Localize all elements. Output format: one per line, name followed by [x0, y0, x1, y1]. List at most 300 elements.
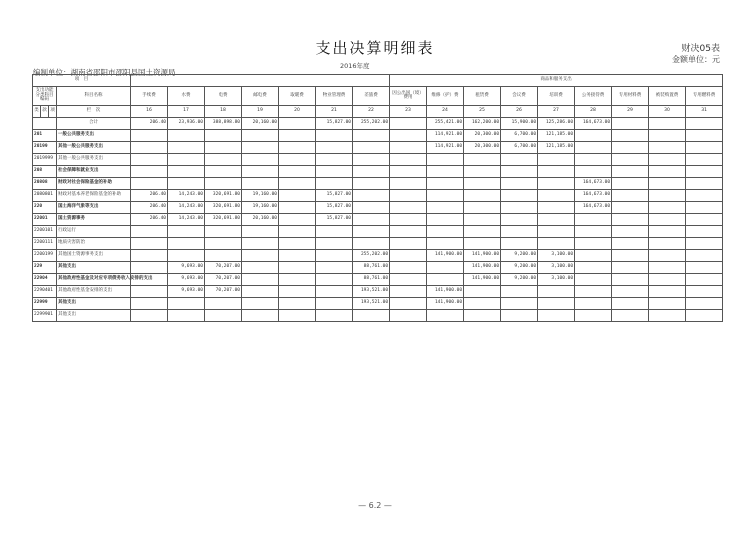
value-cell	[242, 142, 279, 154]
table-row	[33, 166, 723, 178]
value-cell	[390, 130, 427, 142]
column-number: 22	[353, 106, 390, 118]
table-row	[33, 226, 723, 238]
value-cell	[168, 250, 205, 262]
value-cell: 20,160.00	[242, 214, 279, 226]
value-cell	[242, 274, 279, 286]
value-cell: 70,207.00	[205, 262, 242, 274]
value-cell: 9,200.00	[501, 250, 538, 262]
value-cell	[316, 226, 353, 238]
value-cell	[131, 142, 168, 154]
value-cell	[316, 154, 353, 166]
value-cell: 9,200.00	[501, 262, 538, 274]
value-cell	[390, 202, 427, 214]
value-cell	[649, 226, 686, 238]
column-header: 电费	[205, 87, 242, 106]
total-cell: 164,673.00	[575, 118, 612, 130]
value-cell: 6,700.00	[501, 130, 538, 142]
value-cell: 15,827.00	[316, 214, 353, 226]
total-cell	[612, 118, 649, 130]
value-cell	[427, 178, 464, 190]
row-code: 20199	[33, 142, 57, 154]
row-code: 2200101	[33, 226, 57, 238]
value-cell	[686, 130, 723, 142]
value-cell: 19,160.00	[242, 190, 279, 202]
value-cell	[686, 238, 723, 250]
value-cell	[353, 310, 390, 322]
value-cell	[575, 142, 612, 154]
row-name: 行政运行	[57, 226, 131, 238]
table-row	[33, 250, 723, 262]
value-cell	[649, 178, 686, 190]
column-number: 23	[390, 106, 427, 118]
value-cell	[279, 310, 316, 322]
value-cell	[242, 262, 279, 274]
value-cell	[316, 286, 353, 298]
value-cell	[205, 298, 242, 310]
value-cell	[390, 310, 427, 322]
amount-unit: 金额单位：元	[672, 55, 720, 64]
value-cell	[242, 250, 279, 262]
column-number: 31	[686, 106, 723, 118]
value-cell	[353, 154, 390, 166]
column-header: 邮电费	[242, 87, 279, 106]
row-name: 其他政府性基金安排的支出	[57, 286, 131, 298]
value-cell	[316, 250, 353, 262]
value-cell	[575, 238, 612, 250]
value-cell	[575, 298, 612, 310]
value-cell: 193,521.00	[353, 286, 390, 298]
value-cell	[538, 190, 575, 202]
value-cell	[131, 178, 168, 190]
value-cell	[686, 286, 723, 298]
value-cell	[279, 142, 316, 154]
value-cell: 320,691.80	[205, 190, 242, 202]
value-cell	[649, 310, 686, 322]
group-header: 商品和服务支出	[390, 75, 723, 87]
value-cell: 320,691.80	[205, 214, 242, 226]
value-cell	[131, 250, 168, 262]
page-title: 支出决算明细表	[315, 39, 435, 57]
value-cell	[686, 214, 723, 226]
value-cell: 164,673.00	[575, 202, 612, 214]
column-number: 26	[501, 106, 538, 118]
value-cell: 141,900.00	[464, 274, 501, 286]
value-cell	[205, 178, 242, 190]
value-cell	[612, 286, 649, 298]
value-cell	[538, 238, 575, 250]
value-cell	[464, 154, 501, 166]
value-cell	[390, 190, 427, 202]
value-cell: 141,900.00	[427, 250, 464, 262]
value-cell	[612, 274, 649, 286]
total-cell: 162,200.00	[464, 118, 501, 130]
value-cell	[501, 226, 538, 238]
value-cell	[390, 154, 427, 166]
value-cell	[168, 142, 205, 154]
value-cell	[168, 226, 205, 238]
value-cell	[279, 214, 316, 226]
column-number: 27	[538, 106, 575, 118]
column-number: 16	[131, 106, 168, 118]
value-cell: 164,673.00	[575, 190, 612, 202]
value-cell	[464, 166, 501, 178]
row-code: 208	[33, 166, 57, 178]
value-cell	[427, 310, 464, 322]
total-cell: 20,160.00	[242, 118, 279, 130]
subcode-header: 项	[49, 106, 57, 118]
value-cell	[427, 166, 464, 178]
value-cell	[205, 226, 242, 238]
value-cell	[538, 154, 575, 166]
column-header: 培训费	[538, 87, 575, 106]
row-code: 22001	[33, 214, 57, 226]
value-cell	[205, 154, 242, 166]
value-cell	[205, 142, 242, 154]
value-cell	[427, 274, 464, 286]
value-cell: 121,185.00	[538, 142, 575, 154]
value-cell	[390, 298, 427, 310]
row-name: 国土资源事务	[57, 214, 131, 226]
value-cell	[686, 226, 723, 238]
column-header-blank	[131, 75, 390, 87]
row-code: 201	[33, 130, 57, 142]
value-cell	[464, 286, 501, 298]
value-cell	[575, 274, 612, 286]
value-cell	[464, 238, 501, 250]
value-cell	[390, 214, 427, 226]
value-cell	[131, 310, 168, 322]
value-cell: 141,900.00	[427, 286, 464, 298]
row-name: 社会保障和就业支出	[57, 166, 131, 178]
value-cell	[242, 238, 279, 250]
value-cell	[316, 274, 353, 286]
value-cell	[279, 298, 316, 310]
value-cell	[612, 130, 649, 142]
value-cell	[279, 178, 316, 190]
value-cell	[390, 238, 427, 250]
value-cell	[612, 190, 649, 202]
total-cell: 15,827.00	[316, 118, 353, 130]
value-cell	[168, 166, 205, 178]
total-cell: 23,936.00	[168, 118, 205, 130]
row-name: 财政对社会保险基金的补助	[57, 178, 131, 190]
column-header: 被装购置费	[649, 87, 686, 106]
value-cell	[242, 130, 279, 142]
value-cell	[612, 142, 649, 154]
value-cell: 14,243.00	[168, 214, 205, 226]
value-cell	[316, 262, 353, 274]
value-cell: 6,700.00	[501, 142, 538, 154]
value-cell	[686, 298, 723, 310]
row-code: 220	[33, 202, 57, 214]
total-cell	[279, 118, 316, 130]
value-cell: 255,202.00	[353, 250, 390, 262]
value-cell	[575, 286, 612, 298]
column-header: 因公出国（境）费用	[390, 87, 427, 106]
column-header: 差旅费	[353, 87, 390, 106]
table-row	[33, 142, 723, 154]
value-cell	[686, 166, 723, 178]
value-cell	[316, 166, 353, 178]
value-cell: 70,207.00	[205, 274, 242, 286]
value-cell	[464, 226, 501, 238]
value-cell	[242, 154, 279, 166]
value-cell	[131, 166, 168, 178]
value-cell	[131, 286, 168, 298]
value-cell	[538, 226, 575, 238]
value-cell	[612, 178, 649, 190]
value-cell: 121,185.00	[538, 130, 575, 142]
value-cell: 15,827.00	[316, 190, 353, 202]
value-cell	[464, 298, 501, 310]
total-cell	[649, 118, 686, 130]
row-code: 22904	[33, 274, 57, 286]
value-cell: 3,100.00	[538, 250, 575, 262]
value-cell	[279, 202, 316, 214]
value-cell: 9,693.00	[168, 274, 205, 286]
value-cell	[131, 226, 168, 238]
value-cell: 206.40	[131, 190, 168, 202]
column-number: 30	[649, 106, 686, 118]
row-name: 其他支出	[57, 298, 131, 310]
header-row-columns	[33, 87, 723, 106]
value-cell	[612, 226, 649, 238]
column-number: 29	[612, 106, 649, 118]
value-cell	[279, 166, 316, 178]
table-row	[33, 202, 723, 214]
row-name: 财政对基本养老保险基金的补助	[57, 190, 131, 202]
value-cell: 320,691.80	[205, 202, 242, 214]
table-row	[33, 286, 723, 298]
value-cell	[390, 274, 427, 286]
row-name: 其他支出	[57, 262, 131, 274]
row-name: 地质灾害防治	[57, 238, 131, 250]
value-cell	[649, 142, 686, 154]
value-cell	[649, 262, 686, 274]
name-header: 科目名称	[57, 87, 131, 106]
column-number: 20	[279, 106, 316, 118]
value-cell: 88,761.00	[353, 262, 390, 274]
value-cell	[575, 310, 612, 322]
value-cell	[649, 286, 686, 298]
value-cell	[686, 190, 723, 202]
total-cell: 255,421.00	[427, 118, 464, 130]
row-code: 2200199	[33, 250, 57, 262]
value-cell: 14,243.00	[168, 190, 205, 202]
colnum-label: 栏 次	[57, 106, 131, 118]
value-cell	[686, 262, 723, 274]
value-cell	[390, 262, 427, 274]
table-row	[33, 154, 723, 166]
value-cell: 206.40	[131, 214, 168, 226]
value-cell	[427, 226, 464, 238]
column-header: 租赁费	[464, 87, 501, 106]
value-cell	[427, 202, 464, 214]
row-name: 国土海洋气象等支出	[57, 202, 131, 214]
item-header: 项 目	[33, 75, 131, 87]
value-cell	[686, 142, 723, 154]
value-cell	[427, 214, 464, 226]
value-cell	[686, 202, 723, 214]
value-cell: 70,207.00	[205, 286, 242, 298]
value-cell	[279, 286, 316, 298]
column-header: 手续费	[131, 87, 168, 106]
value-cell	[427, 154, 464, 166]
value-cell	[242, 166, 279, 178]
value-cell	[131, 238, 168, 250]
value-cell	[353, 190, 390, 202]
value-cell	[205, 250, 242, 262]
value-cell	[242, 310, 279, 322]
table-row	[33, 262, 723, 274]
row-name: 其他国土资源事务支出	[57, 250, 131, 262]
value-cell	[168, 178, 205, 190]
value-cell: 3,100.00	[538, 262, 575, 274]
total-cell: 15,900.00	[501, 118, 538, 130]
subcode-header: 款	[41, 106, 49, 118]
column-header: 水费	[168, 87, 205, 106]
row-code: 22999	[33, 298, 57, 310]
value-cell	[353, 166, 390, 178]
value-cell	[501, 190, 538, 202]
value-cell	[168, 310, 205, 322]
value-cell	[612, 298, 649, 310]
value-cell: 9,200.00	[501, 274, 538, 286]
total-cell	[390, 118, 427, 130]
value-cell	[390, 250, 427, 262]
value-cell	[316, 142, 353, 154]
value-cell	[427, 238, 464, 250]
row-name: 其他一般公共服务支出	[57, 154, 131, 166]
value-cell	[612, 202, 649, 214]
value-cell	[575, 166, 612, 178]
value-cell	[575, 226, 612, 238]
totals-row	[33, 118, 723, 130]
value-cell	[353, 238, 390, 250]
value-cell	[279, 190, 316, 202]
row-name: 一般公共服务支出	[57, 130, 131, 142]
column-number: 17	[168, 106, 205, 118]
value-cell	[538, 298, 575, 310]
column-number: 25	[464, 106, 501, 118]
row-code: 20808	[33, 178, 57, 190]
value-cell	[538, 310, 575, 322]
value-cell	[353, 202, 390, 214]
value-cell	[686, 154, 723, 166]
value-cell	[464, 178, 501, 190]
value-cell	[686, 250, 723, 262]
column-number: 28	[575, 106, 612, 118]
value-cell	[649, 190, 686, 202]
value-cell	[464, 310, 501, 322]
value-cell	[538, 214, 575, 226]
value-cell	[279, 250, 316, 262]
table-row	[33, 298, 723, 310]
row-code: 2200111	[33, 238, 57, 250]
value-cell	[131, 262, 168, 274]
value-cell	[649, 274, 686, 286]
value-cell	[686, 178, 723, 190]
value-cell	[205, 130, 242, 142]
column-header: 公务接待费	[575, 87, 612, 106]
row-name: 其他政府性基金及对应专项债务收入安排的支出	[57, 274, 131, 286]
value-cell	[279, 130, 316, 142]
row-code: 2080801	[33, 190, 57, 202]
value-cell	[464, 214, 501, 226]
value-cell	[316, 310, 353, 322]
column-number: 24	[427, 106, 464, 118]
value-cell	[575, 154, 612, 166]
value-cell	[390, 178, 427, 190]
value-cell	[649, 250, 686, 262]
value-cell	[649, 202, 686, 214]
value-cell	[390, 166, 427, 178]
value-cell	[316, 238, 353, 250]
value-cell: 14,243.00	[168, 202, 205, 214]
row-name: 其他一般公共服务支出	[57, 142, 131, 154]
value-cell	[242, 298, 279, 310]
value-cell: 3,100.00	[538, 274, 575, 286]
totals-label: 合计	[57, 118, 131, 130]
header-row-group	[33, 75, 723, 87]
value-cell	[390, 286, 427, 298]
column-header: 会议费	[501, 87, 538, 106]
value-cell	[205, 238, 242, 250]
value-cell	[279, 238, 316, 250]
value-cell	[501, 310, 538, 322]
value-cell	[242, 226, 279, 238]
column-header: 物业管理费	[316, 87, 353, 106]
value-cell	[538, 178, 575, 190]
value-cell	[131, 298, 168, 310]
value-cell: 88,761.00	[353, 274, 390, 286]
value-cell	[612, 250, 649, 262]
value-cell	[501, 214, 538, 226]
value-cell	[575, 130, 612, 142]
value-cell	[279, 154, 316, 166]
total-cell: 255,202.00	[353, 118, 390, 130]
value-cell	[168, 238, 205, 250]
row-code: 2290401	[33, 286, 57, 298]
value-cell	[353, 214, 390, 226]
value-cell	[464, 190, 501, 202]
value-cell	[612, 238, 649, 250]
code-header: 支出功能分类科目编码	[33, 87, 57, 106]
value-cell: 141,900.00	[427, 298, 464, 310]
value-cell: 114,921.00	[427, 130, 464, 142]
value-cell	[649, 130, 686, 142]
value-cell	[131, 130, 168, 142]
value-cell	[501, 202, 538, 214]
table-row	[33, 274, 723, 286]
table-row	[33, 130, 723, 142]
value-cell	[279, 226, 316, 238]
value-cell	[390, 226, 427, 238]
row-name: 其他支出	[57, 310, 131, 322]
value-cell	[427, 190, 464, 202]
column-header: 专用燃料费	[686, 87, 723, 106]
value-cell: 141,900.00	[464, 262, 501, 274]
value-cell	[612, 154, 649, 166]
column-number: 18	[205, 106, 242, 118]
value-cell	[649, 238, 686, 250]
expenditure-table	[32, 74, 723, 322]
subcode-header: 类	[33, 106, 41, 118]
column-header: 取暖费	[279, 87, 316, 106]
row-code: 229	[33, 262, 57, 274]
value-cell	[353, 142, 390, 154]
